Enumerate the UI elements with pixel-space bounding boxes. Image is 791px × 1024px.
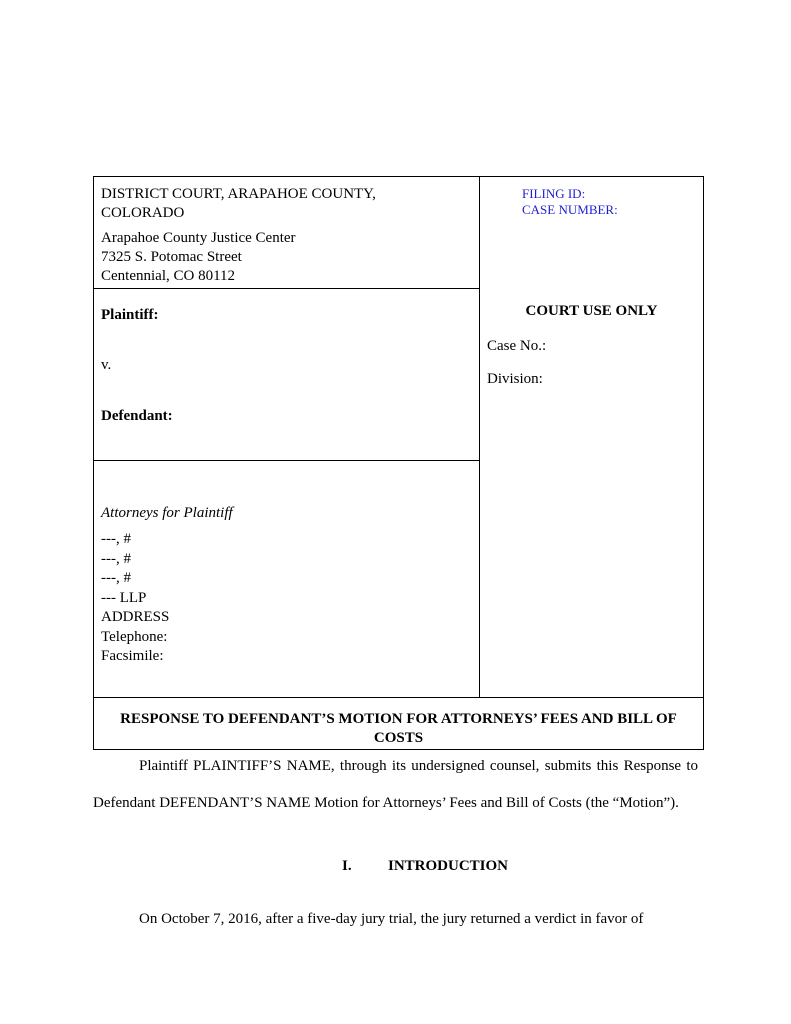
paragraph-text: Plaintiff PLAINTIFF’S NAME, through its undersigned counsel, submits this Response to Defendant DEFENDANT’S NAME Motion for Attorneys’ Fees and Bill of Costs (the “Motion”). — [93, 758, 698, 811]
attorneys-role: Attorneys for Plaintiff — [101, 505, 233, 521]
caption-left-column — [94, 177, 480, 697]
attorney-line: ---, # — [101, 531, 131, 547]
court-use-only-label: COURT USE ONLY — [525, 303, 658, 319]
court-address-line3: Centennial, CO 80112 — [101, 268, 236, 284]
parties-info — [94, 289, 479, 461]
court-address-line2: 7325 S. Potomac Street — [101, 249, 242, 265]
telephone-label: Telephone: — [101, 628, 168, 645]
firm-address: ADDRESS — [101, 609, 170, 625]
filing-id-label: FILING ID: — [522, 186, 586, 201]
case-no-label: Case No.: — [487, 338, 547, 354]
versus-label: v. — [101, 357, 112, 373]
caption-right-column — [480, 177, 703, 697]
attorney-line: ---, # — [101, 570, 131, 586]
attorney-line: ---, # — [101, 550, 131, 567]
case-number-label: CASE NUMBER: — [522, 202, 618, 217]
firm-name: --- LLP — [101, 589, 147, 606]
document-title: RESPONSE TO DEFENDANT’S MOTION FOR ATTORNEYS’ FEES AND BILL OF COSTS — [94, 697, 703, 750]
attorneys-info — [94, 461, 479, 697]
court-info — [94, 177, 479, 289]
section-title: INTRODUCTION — [388, 858, 509, 874]
court-name-line1: DISTRICT COURT, ARAPAHOE COUNTY, — [101, 186, 376, 202]
court-name-line2: COLORADO — [101, 205, 185, 221]
court-address-line1: Arapahoe County Justice Center — [101, 230, 296, 246]
plaintiff-label: Plaintiff: — [101, 307, 159, 323]
division-label: Division: — [487, 371, 543, 387]
facsimile-label: Facsimile: — [101, 648, 164, 664]
section-number: I. — [342, 858, 352, 874]
body-paragraph-2: On October 7, 2016, after a five-day jury trial, the jury returned a verdict in favor of — [139, 911, 644, 927]
court-use-only-banner — [480, 303, 703, 320]
attorney-lines — [101, 530, 169, 667]
filing-info — [522, 186, 618, 218]
defendant-label: Defendant: — [101, 408, 173, 424]
case-caption-table — [93, 176, 704, 750]
body-paragraph-1 — [93, 748, 698, 822]
